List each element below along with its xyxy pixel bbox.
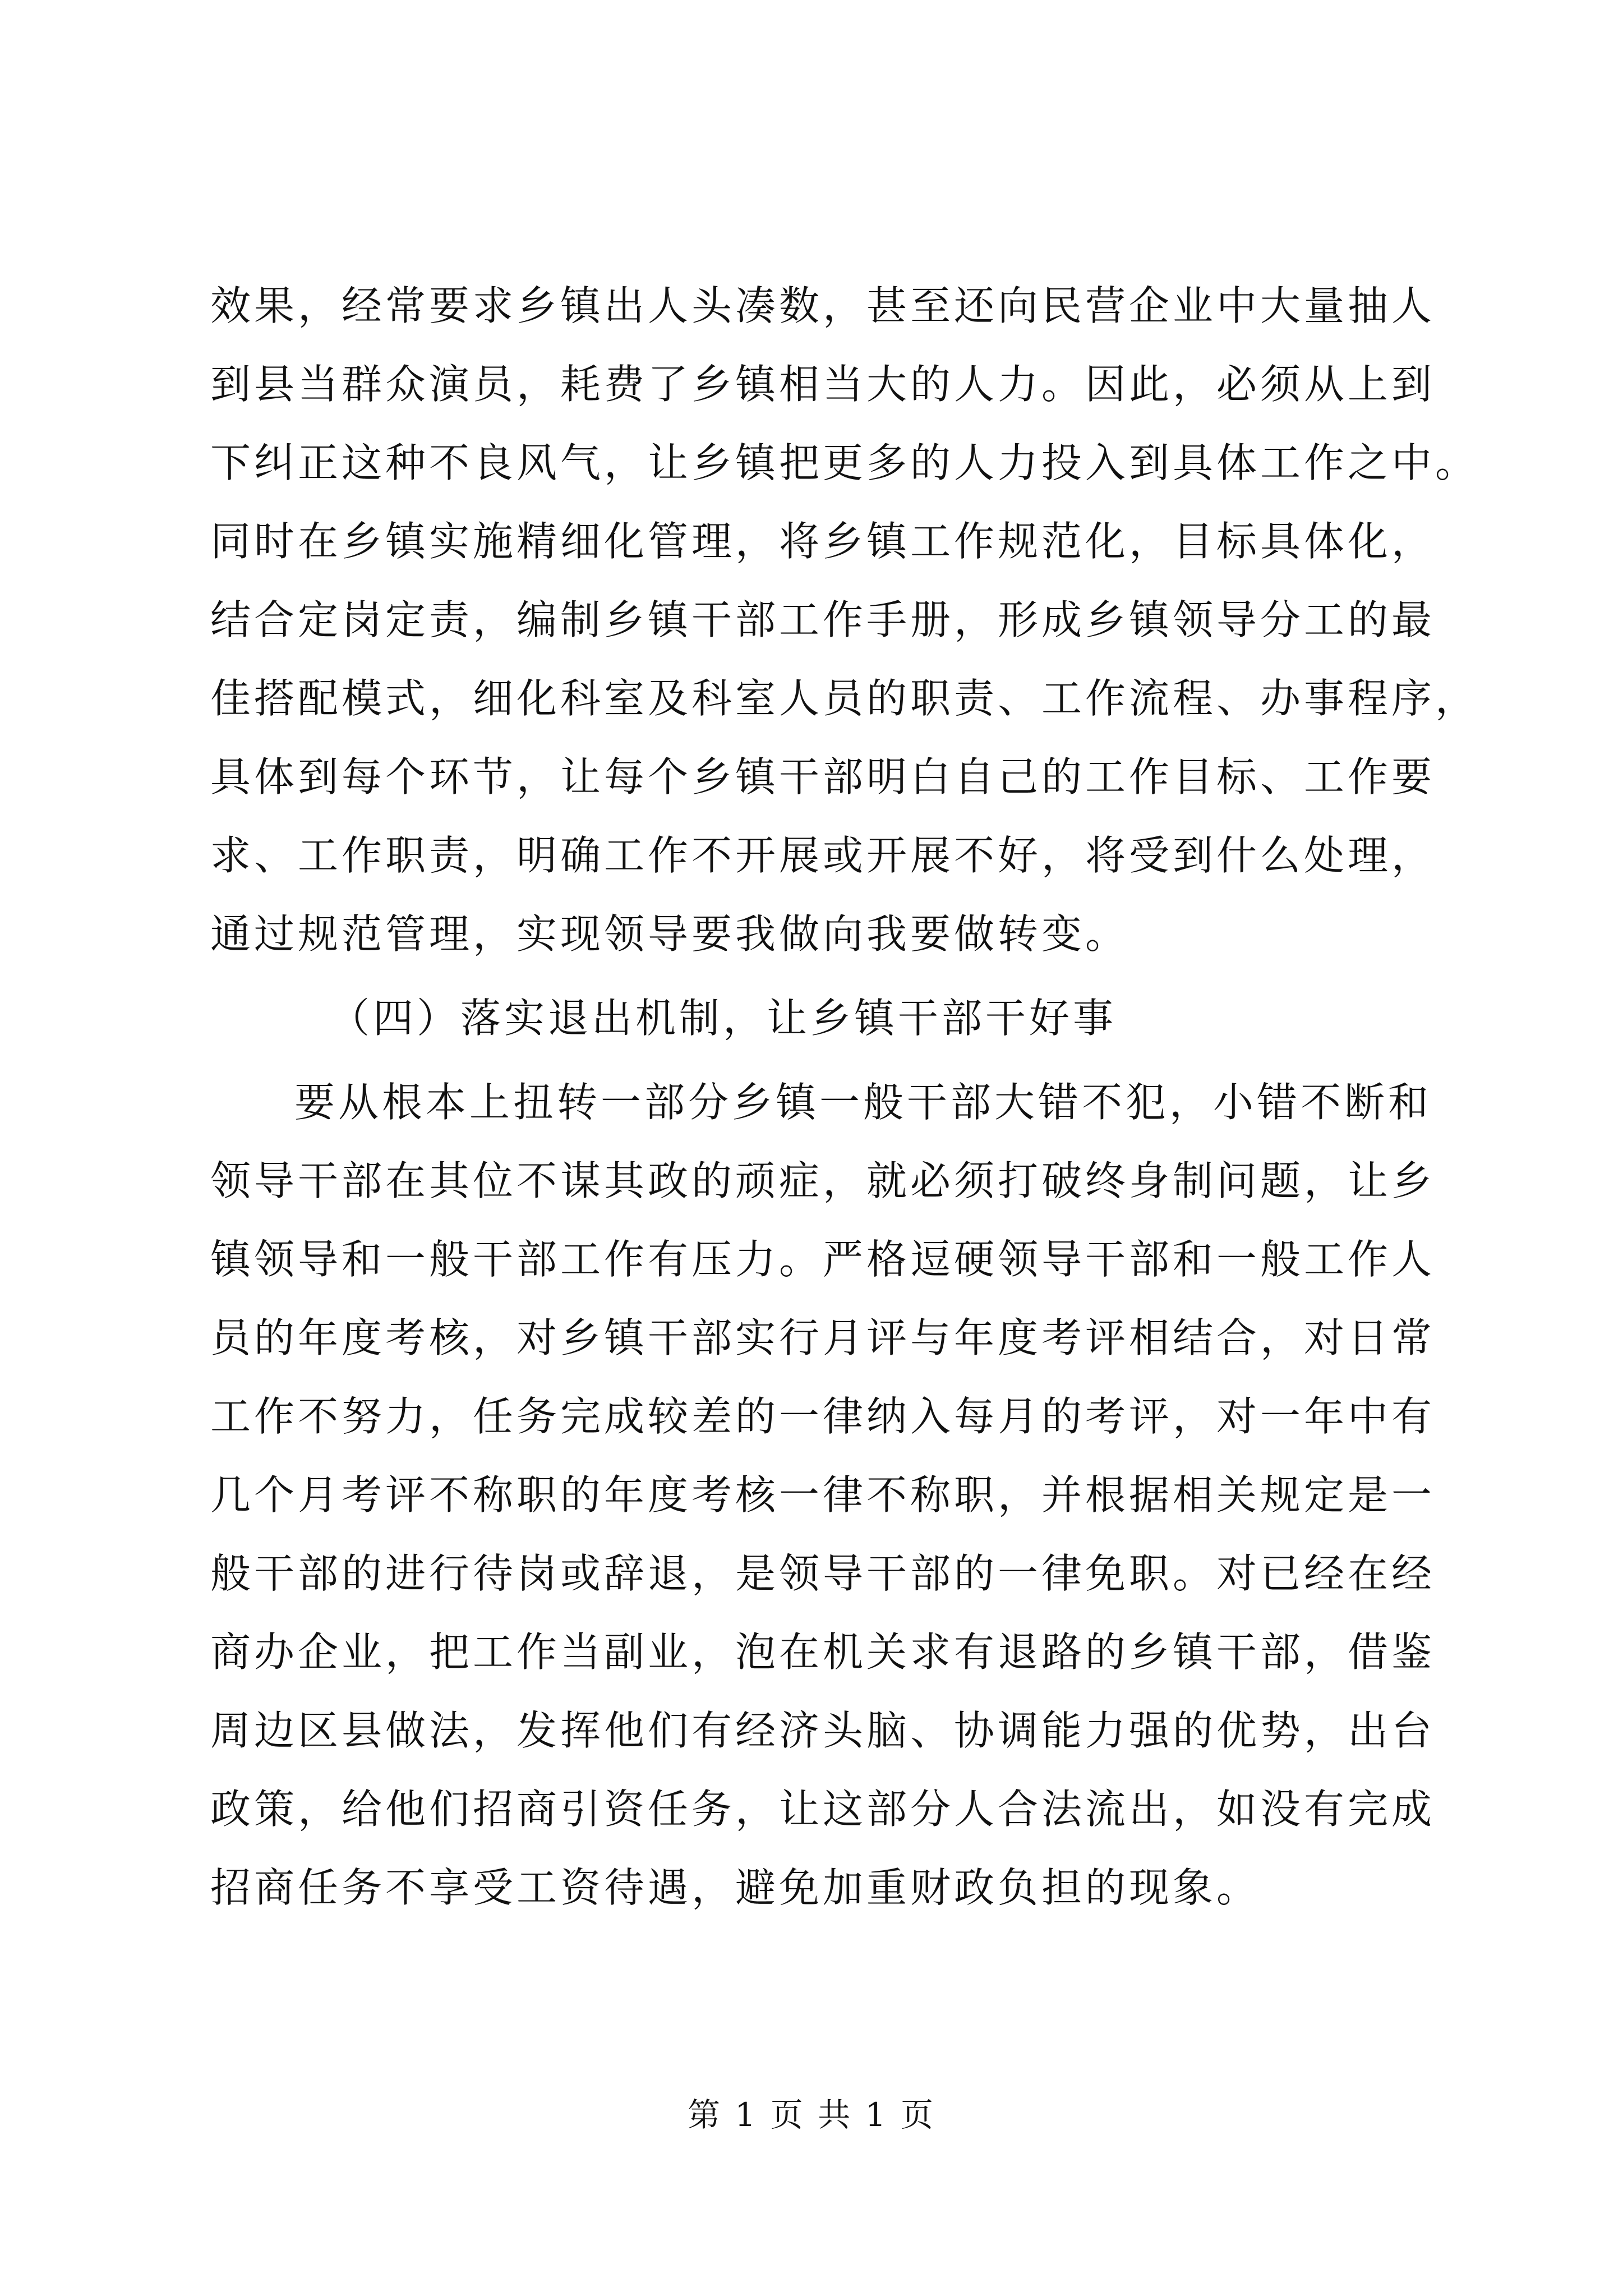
text-line: 到县当群众演员，耗费了乡镇相当大的人力。因此，必须从上到 (210, 361, 1436, 408)
text-line: 具体到每个环节，让每个乡镇干部明白自己的工作目标、工作要 (210, 753, 1436, 800)
text-line: 同时在乡镇实施精细化管理，将乡镇工作规范化，目标具体化， (210, 518, 1436, 565)
text-line: 领导干部在其位不谋其政的顽症，就必须打破终身制问题，让乡 (210, 1157, 1436, 1204)
text-line: 通过规范管理，实现领导要我做向我要做转变。 (210, 910, 1129, 958)
text-line: 佳搭配模式，细化科室及科室人员的职责、工作流程、办事程序， (210, 675, 1479, 722)
text-line: 要从根本上扭转一部分乡镇一般干部大错不犯，小错不断和 (294, 1079, 1432, 1126)
text-line: 商办企业，把工作当副业，泡在机关求有退路的乡镇干部，借鉴 (210, 1628, 1436, 1676)
text-line: 工作不努力，任务完成较差的一律纳入每月的考评，对一年中有 (210, 1393, 1436, 1440)
text-line: 几个月考评不称职的年度考核一律不称职，并根据相关规定是一 (210, 1471, 1436, 1519)
text-line: 求、工作职责，明确工作不开展或开展不好，将受到什么处理， (210, 832, 1436, 879)
text-line: 镇领导和一般干部工作有压力。严格逗硬领导干部和一般工作人 (210, 1236, 1436, 1283)
page-footer: 第 1 页 共 1 页 (688, 2096, 935, 2134)
text-line: 效果，经常要求乡镇出人头凑数，甚至还向民营企业中大量抽人 (210, 282, 1436, 329)
text-line: 招商任务不享受工资待遇，避免加重财政负担的现象。 (210, 1864, 1261, 1911)
text-line: 政策，给他们招商引资任务，让这部分人合法流出，如没有完成 (210, 1786, 1436, 1833)
text-line: 员的年度考核，对乡镇干部实行月评与年度考评相结合，对日常 (210, 1314, 1436, 1361)
text-line: 结合定岗定责，编制乡镇干部工作手册，形成乡镇领导分工的最 (210, 596, 1436, 643)
text-line: 周边区县做法，发挥他们有经济头脑、协调能力强的优势，出台 (210, 1707, 1436, 1754)
section-heading: （四）落实退出机制，让乡镇干部干好事 (329, 995, 1117, 1042)
text-line: 下纠正这种不良风气，让乡镇把更多的人力投入到具体工作之中。 (210, 439, 1479, 486)
text-line: 般干部的进行待岗或辞退，是领导干部的一律免职。对已经在经 (210, 1550, 1436, 1597)
